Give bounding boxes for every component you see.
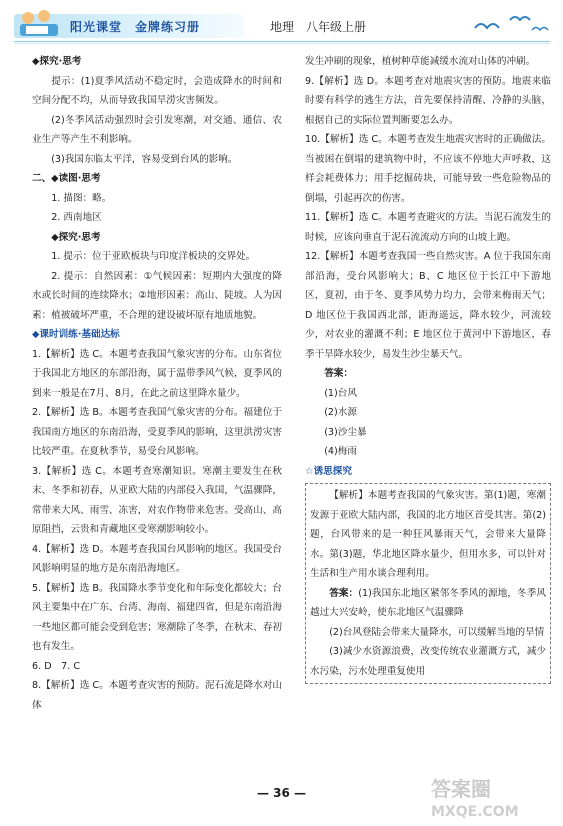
subject-label: 地理 <box>270 20 295 34</box>
answer-line: (1)我国东北地区紧邻冬季风的源地，冬季风越过大兴安岭，使东北地区气温骤降 <box>310 587 546 618</box>
answer-item: 1.【解析】选 C。本题考查我国气象灾害的分布。山东省位于我国北方地区的东部沿海，属于温带季风气候，夏季风的到来一般是在7月、8月，在此之前这里降水量少。 <box>32 348 282 399</box>
answer-line: (2)水源 <box>324 407 357 418</box>
paragraph: 1. 提示：位于亚欧板块与印度洋板块的交界处。 <box>51 251 256 262</box>
answer-item: 9.【解析】选 D。本题考查对地震灾害的预防。地震来临时要有科学的逃生方法，首先要保持清醒、冷静的头脑，根据自己的实际位置判断要怎么办。 <box>305 75 551 126</box>
answer-item: 6. D 7. C <box>32 660 81 672</box>
paragraph: 提示：(1)夏季风活动不稳定时，会造成降水的时间和空间分配不均，从而导致我国旱涝灾害频发。 <box>32 75 282 106</box>
grade-label: 八年级上册 <box>306 20 367 34</box>
birds-icon <box>470 8 550 38</box>
answer-label: 答案： <box>324 368 353 379</box>
answer-label: 答案： <box>329 587 359 599</box>
header-rule <box>14 41 550 42</box>
paragraph: 发生冲刷的现象，植树种草能减缓水流对山体的冲刷。 <box>305 56 536 67</box>
watermark-line2: MXQE.COM <box>431 804 519 820</box>
section-heading: ◆探究·思考 <box>51 231 101 243</box>
kids-reading-icon <box>16 6 68 42</box>
inquiry-heading: ☆诱思探究 <box>305 465 352 477</box>
paragraph: 2. 提示：自然因素：①气候因素：短期内大强度的降水或长时间的连续降水；②地形因素：高山、陡坡。人为因素：植被破坏严重，不合理的建设破坏原有地质地貌。 <box>32 270 282 321</box>
answer-line: (3)减少水资源浪费，改变传统农业灌溉方式，减少水污染，污水处理重复使用 <box>310 646 546 677</box>
answer-item: 10.【解析】选 C。本题考查发生地震灾害时的正确做法。当被困在倒塌的建筑物中时，不应该不停地大声呼救，这样会耗费体力；用手挖掘砖块，可能导致一些危险物品的倒塌，引起再次的伤害。 <box>305 134 551 204</box>
answer-line: (3)沙尘暴 <box>324 426 367 438</box>
section-heading: 二、◆读图·思考 <box>32 173 101 184</box>
answer-item: 8.【解析】选 C。本题考查灾害的预防。泥石流是降水对山体 <box>32 680 282 711</box>
watermark-line1: 答案圈 <box>431 777 491 801</box>
paragraph: 1. 描图：略。 <box>51 192 112 204</box>
answer-item: 5.【解析】选 B。我国降水季节变化和年际变化都较大；台风主要集中在广东、台湾、海南、福建四省，但是东南沿海一些地区都可能会受到危害；寒潮除了冬季，在秋末、春初也有发生。 <box>32 582 282 652</box>
watermark <box>425 772 553 820</box>
page-number: — 36 — <box>256 786 307 800</box>
header-rule-thin <box>14 43 550 44</box>
paragraph: (3)我国东临太平洋，容易受到台风的影响。 <box>51 153 238 165</box>
answer-item: 11.【解析】选 C。本题考查避灾的方法。当泥石流发生的时候，应该向垂直于泥石流流动方向的山坡上跑。 <box>305 212 551 243</box>
section-heading: ◆探究·思考 <box>32 56 82 67</box>
section-heading: ◆课时训练·基础达标 <box>32 329 120 340</box>
answer-line: (2)台风登陆会带来大量降水，可以缓解当地的旱情 <box>329 626 545 638</box>
paragraph: 【解析】本题考查我国的气象灾害。第(1)题，寒潮发源于亚欧大陆内部，我国的北方地区首受其害。第(2)题，台风带来的是一种狂风暴雨天气，会带来大量降水。第(3)题，华北地区降水量少，但用水多，可以针对生活和生产用水谈合理利用。 <box>310 490 546 579</box>
answer-item: 4.【解析】选 D。本题考查我国台风影响的地区。我国受台风影响明显的地方是东南沿海地区。 <box>32 543 282 574</box>
inquiry-box <box>305 483 551 684</box>
paragraph: (2)冬季风活动强烈时会引发寒潮，对交通、通信、农业生产等产生不利影响。 <box>32 114 282 145</box>
page-header <box>0 0 563 48</box>
answer-item: 2.【解析】选 B。本题考查我国气象灾害的分布。福建位于我国南方地区的东南沿海，受夏季风的影响，这里洪涝灾害比较严重。在夏秋季节，易受台风影响。 <box>32 407 282 457</box>
answer-line: (4)梅雨 <box>324 446 357 457</box>
paragraph: 2. 西南地区 <box>51 212 102 223</box>
series-title: 阳光课堂 金牌练习册 <box>70 20 201 34</box>
answer-item: 3.【解析】选 C。本题考查寒潮知识。寒潮主要发生在秋末、冬季和初春，从亚欧大陆的内部侵入我国，气温骤降，常带来大风、雨雪、冻害，对农作物带来危害。受高山、高原阻挡，云贵和青藏地区受寒潮影响较小。 <box>32 465 282 535</box>
answer-line: (1)台风 <box>324 387 357 399</box>
right-column <box>305 52 551 684</box>
left-column <box>32 52 282 715</box>
answer-item: 12.【解析】本题考查我国一些自然灾害。A 位于我国东南部沿海，受台风影响大；B、C 地区位于长江中下游地区，夏初，由于冬、夏季风势力均力，会带来梅雨天气；D 地区位于我国西北部，距海遥远，降水较少，河流较少，对农业的灌溉不利；E 地区位于黄河中下游地区，春季干旱降水较少，易发生沙尘暴天气。 <box>305 251 551 360</box>
